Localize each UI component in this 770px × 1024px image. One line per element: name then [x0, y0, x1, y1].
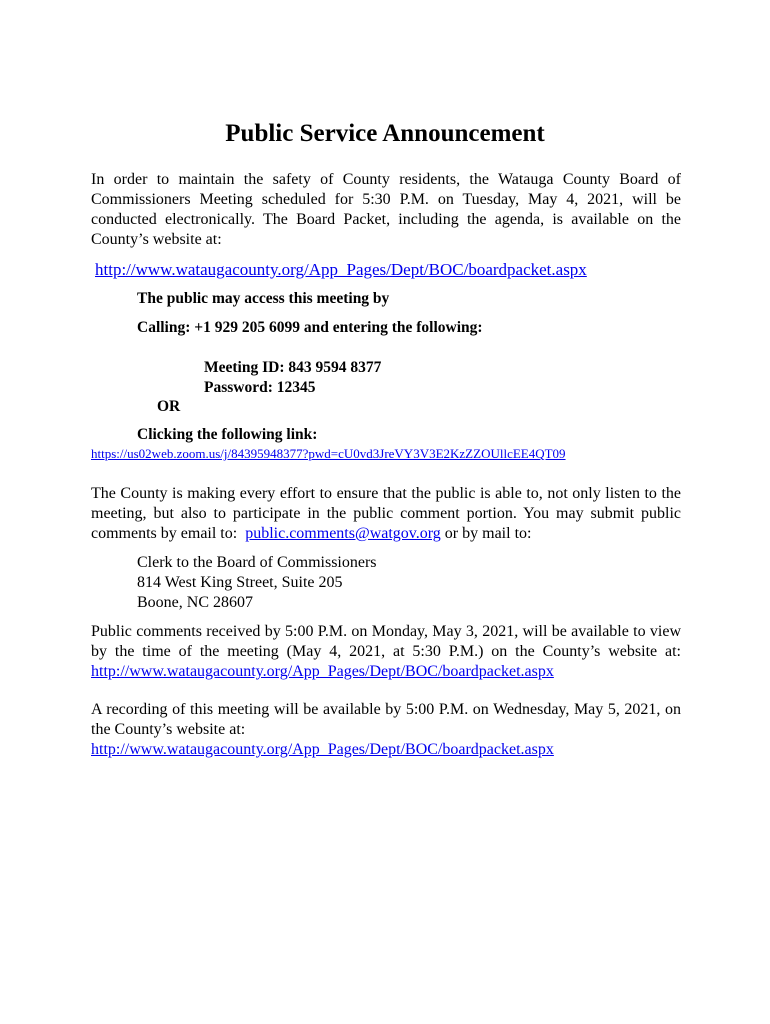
meeting-id: Meeting ID: 843 9594 8377 — [204, 359, 382, 376]
intro-line: County’s website at: — [91, 231, 222, 248]
intro-line: Commissioners Meeting scheduled for 5:30 P.M. on Tuesday, May 4, 2021, will be — [91, 191, 681, 208]
comments-email-link[interactable]: public.comments@watgov.org — [245, 525, 441, 542]
comments-line — [91, 524, 681, 544]
or-separator: OR — [157, 398, 181, 415]
recording-line: the County’s website at: — [91, 721, 246, 738]
intro-line: In order to maintain the safety of County residents, the Watauga County Board of — [91, 171, 681, 188]
calling-instructions: Calling: +1 929 205 6099 and entering the following: — [137, 319, 483, 336]
address-line: Boone, NC 28607 — [137, 594, 253, 611]
intro-line: conducted electronically. The Board Packet, including the agenda, is available on the — [91, 211, 681, 228]
recording-link[interactable]: http://www.wataugacounty.org/App_Pages/Dept/BOC/boardpacket.aspx — [91, 741, 554, 758]
comments-paragraph — [91, 484, 681, 544]
comments-line-suffix: or by mail to: — [440, 525, 532, 542]
comments-line-prefix: comments by email to: — [91, 525, 246, 542]
mailing-address — [137, 553, 377, 613]
public-comments-line: Public comments received by 5:00 P.M. on Monday, May 3, 2021, will be available to view — [91, 623, 681, 640]
address-line: Clerk to the Board of Commissioners — [137, 554, 377, 571]
recording-line: A recording of this meeting will be available by 5:00 P.M. on Wednesday, May 5, 2021, on — [91, 701, 681, 718]
public-comments-line: by the time of the meeting (May 4, 2021, at 5:30 P.M.) on the County’s website at: — [91, 643, 681, 660]
public-comments-link[interactable]: http://www.wataugacounty.org/App_Pages/Dept/BOC/boardpacket.aspx — [91, 663, 554, 680]
page-title: Public Service Announcement — [225, 120, 545, 147]
comments-line: The County is making every effort to ensure that the public is able to, not only listen to the — [91, 485, 681, 502]
clicking-instructions: Clicking the following link: — [137, 426, 318, 443]
zoom-meeting-link[interactable]: https://us02web.zoom.us/j/84395948377?pwd=cU0vd3JreVY3V3E2KzZZOUllcEE4QT09 — [91, 446, 566, 461]
meeting-password: Password: 12345 — [204, 379, 316, 396]
access-intro: The public may access this meeting by — [137, 290, 390, 307]
board-packet-link[interactable]: http://www.wataugacounty.org/App_Pages/Dept/BOC/boardpacket.aspx — [95, 260, 587, 279]
intro-paragraph — [91, 170, 681, 250]
address-line: 814 West King Street, Suite 205 — [137, 574, 343, 591]
comments-line: meeting, but also to participate in the public comment portion. You may submit public — [91, 505, 681, 522]
recording-paragraph — [91, 700, 681, 760]
public-comments-paragraph — [91, 622, 681, 682]
